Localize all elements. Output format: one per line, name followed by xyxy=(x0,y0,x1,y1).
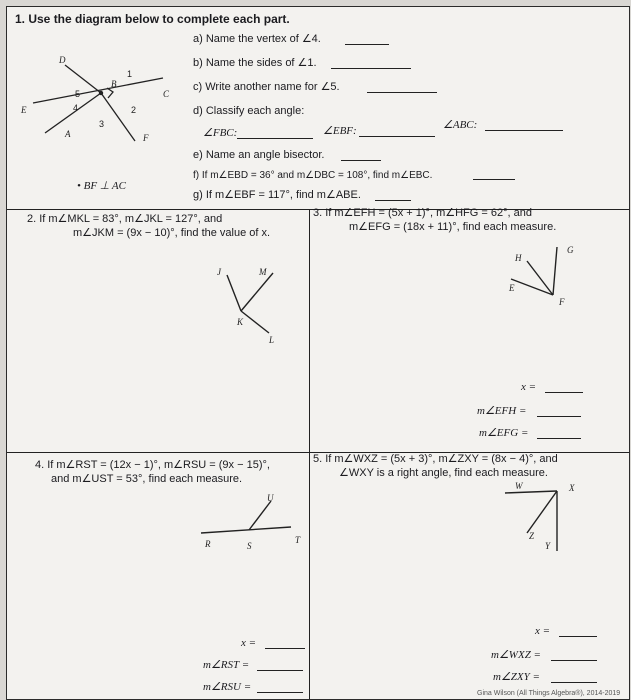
p1-perpendicular-note: • BF ⊥ AC xyxy=(77,180,126,192)
p4-point-R: R xyxy=(205,539,211,549)
p1-part-e: e) Name an angle bisector. xyxy=(193,149,325,161)
divider-vertical xyxy=(309,209,310,699)
p1-angle-diagram xyxy=(15,51,175,171)
p1-point-D: D xyxy=(59,55,66,65)
p2-point-K: K xyxy=(237,317,244,327)
p5-answer-wxz-label: m∠WXZ = xyxy=(491,649,541,661)
p4-line1: 4. If m∠RST = (12x − 1)°, m∠RSU = (9x − 15)°, xyxy=(35,459,270,471)
p2-point-J: J xyxy=(217,267,221,277)
p3-point-H: H xyxy=(515,253,522,263)
p3-line1: 3. If m∠EFH = (5x + 1)°, m∠HFG = 62°, and xyxy=(313,207,532,219)
p4-diagram xyxy=(197,493,307,553)
p4-line2: and m∠UST = 53°, find each measure. xyxy=(51,473,243,485)
p1-angle-5: 5 xyxy=(75,89,81,99)
p3-point-E: E xyxy=(509,283,515,293)
p4-answer-x[interactable] xyxy=(265,648,305,649)
p1-answer-fbc[interactable] xyxy=(237,138,313,139)
p5-point-W: W xyxy=(515,481,523,491)
p3-diagram xyxy=(497,239,587,319)
p3-answer-efg[interactable] xyxy=(537,438,581,439)
footer-copyright: Gina Wilson (All Things Algebra®), 2014-2019 xyxy=(477,690,621,697)
p5-point-Z: Z xyxy=(529,531,535,541)
p5-point-Y: Y xyxy=(545,541,551,551)
p2-point-M: M xyxy=(259,267,267,277)
p5-diagram xyxy=(497,481,587,561)
p3-point-G: G xyxy=(567,245,574,255)
p1-point-C: C xyxy=(163,89,170,99)
p5-line1: 5. If m∠WXZ = (5x + 3)°, m∠ZXY = (8x − 4)°, and xyxy=(313,453,558,465)
p1-part-f: f) If m∠EBD = 36° and m∠DBC = 108°, find m∠EBC. xyxy=(193,170,433,181)
p1-angle-4: 4 xyxy=(73,103,79,113)
p1-answer-g[interactable] xyxy=(375,200,411,201)
p5-answer-zxy-label: m∠ZXY = xyxy=(493,671,540,683)
p4-point-U: U xyxy=(267,493,274,503)
p1-answer-b[interactable] xyxy=(331,68,411,69)
p4-answer-rst-label: m∠RST = xyxy=(203,659,250,671)
p1-d-fbc: ∠FBC: xyxy=(203,127,238,139)
p4-point-T: T xyxy=(295,535,301,545)
p1-point-F: F xyxy=(143,133,149,143)
p1-angle-1: 1 xyxy=(127,69,133,79)
p1-angle-3: 3 xyxy=(99,119,105,129)
p1-angle-2: 2 xyxy=(131,105,137,115)
p3-point-F: F xyxy=(559,297,565,307)
p1-answer-ebf[interactable] xyxy=(359,136,435,137)
p2-line2: m∠JKM = (9x − 10)°, find the value of x. xyxy=(73,227,271,239)
p1-point-A: A xyxy=(65,129,71,139)
p1-d-abc: ∠ABC: xyxy=(443,119,478,131)
p1-answer-abc[interactable] xyxy=(485,130,563,131)
p1-title: 1. Use the diagram below to complete each part. xyxy=(15,12,290,26)
p5-point-X: X xyxy=(569,483,575,493)
p1-part-b: b) Name the sides of ∠1. xyxy=(193,57,317,69)
p1-point-B: B xyxy=(111,79,117,89)
p1-part-g: g) If m∠EBF = 117°, find m∠ABE. xyxy=(193,189,361,201)
p5-answer-zxy[interactable] xyxy=(551,682,597,683)
p4-answer-rsu-label: m∠RSU = xyxy=(203,681,252,693)
p1-part-d: d) Classify each angle: xyxy=(193,105,305,117)
p2-diagram xyxy=(207,259,297,345)
p1-part-c: c) Write another name for ∠5. xyxy=(193,81,340,93)
p3-answer-x[interactable] xyxy=(545,392,583,393)
p1-point-E: E xyxy=(21,105,27,115)
p1-answer-e[interactable] xyxy=(341,160,381,161)
worksheet xyxy=(6,6,630,700)
p1-answer-c[interactable] xyxy=(367,92,437,93)
p4-answer-rsu[interactable] xyxy=(257,692,303,693)
p4-point-S: S xyxy=(247,541,252,551)
p5-answer-x[interactable] xyxy=(559,636,597,637)
p2-line1: 2. If m∠MKL = 83°, m∠JKL = 127°, and xyxy=(27,213,223,225)
p2-point-L: L xyxy=(269,335,275,345)
p1-part-a: a) Name the vertex of ∠4. xyxy=(193,33,321,45)
p3-answer-efh-label: m∠EFH = xyxy=(477,405,527,417)
p1-answer-a[interactable] xyxy=(345,44,389,45)
p1-answer-f[interactable] xyxy=(473,179,515,180)
p5-answer-wxz[interactable] xyxy=(551,660,597,661)
p5-line2: ∠WXY is a right angle, find each measure. xyxy=(339,467,548,479)
p3-line2: m∠EFG = (18x + 11)°, find each measure. xyxy=(349,221,557,233)
p4-answer-rst[interactable] xyxy=(257,670,303,671)
p5-answer-x-label: x = xyxy=(535,625,551,637)
p1-d-ebf: ∠EBF: xyxy=(323,125,357,137)
p3-answer-efg-label: m∠EFG = xyxy=(479,427,529,439)
p3-answer-efh[interactable] xyxy=(537,416,581,417)
p3-answer-x-label: x = xyxy=(521,381,537,393)
p4-answer-x-label: x = xyxy=(241,637,257,649)
